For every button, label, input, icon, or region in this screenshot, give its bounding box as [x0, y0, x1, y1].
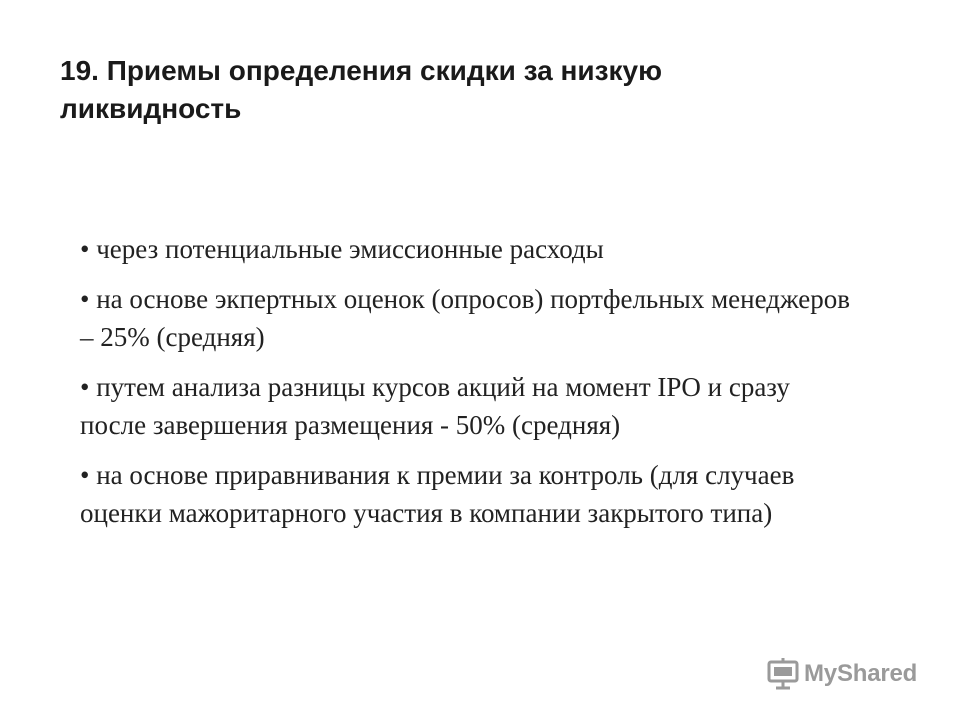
bullet-item: [80, 368, 860, 444]
bullet-marker: •: [80, 372, 90, 402]
bullet-marker: •: [80, 234, 90, 264]
bullet-text: на основе приравнивания к премии за контроль (для случаев оценки мажоритарного участия в компании закрытого типа): [80, 460, 795, 528]
presentation-board-icon: [766, 657, 800, 691]
bullet-item: [80, 230, 860, 268]
bullet-item: [80, 280, 860, 356]
bullet-list: [80, 230, 860, 544]
bullet-text: через потенциальные эмиссионные расходы: [96, 234, 604, 264]
bullet-text: на основе экпертных оценок (опросов) портфельных менеджеров – 25% (средняя): [80, 284, 850, 352]
bullet-text: путем анализа разницы курсов акций на момент IPO и сразу после завершения размещения - 50% (средняя): [80, 372, 790, 440]
slide-title: 19. Приемы определения скидки за низкую ликвидность: [60, 55, 663, 124]
bullet-item: [80, 456, 860, 532]
myshared-watermark: [766, 656, 924, 692]
bullet-marker: •: [80, 460, 90, 490]
brand-name: MyShared: [804, 660, 918, 687]
bullet-marker: •: [80, 284, 90, 314]
